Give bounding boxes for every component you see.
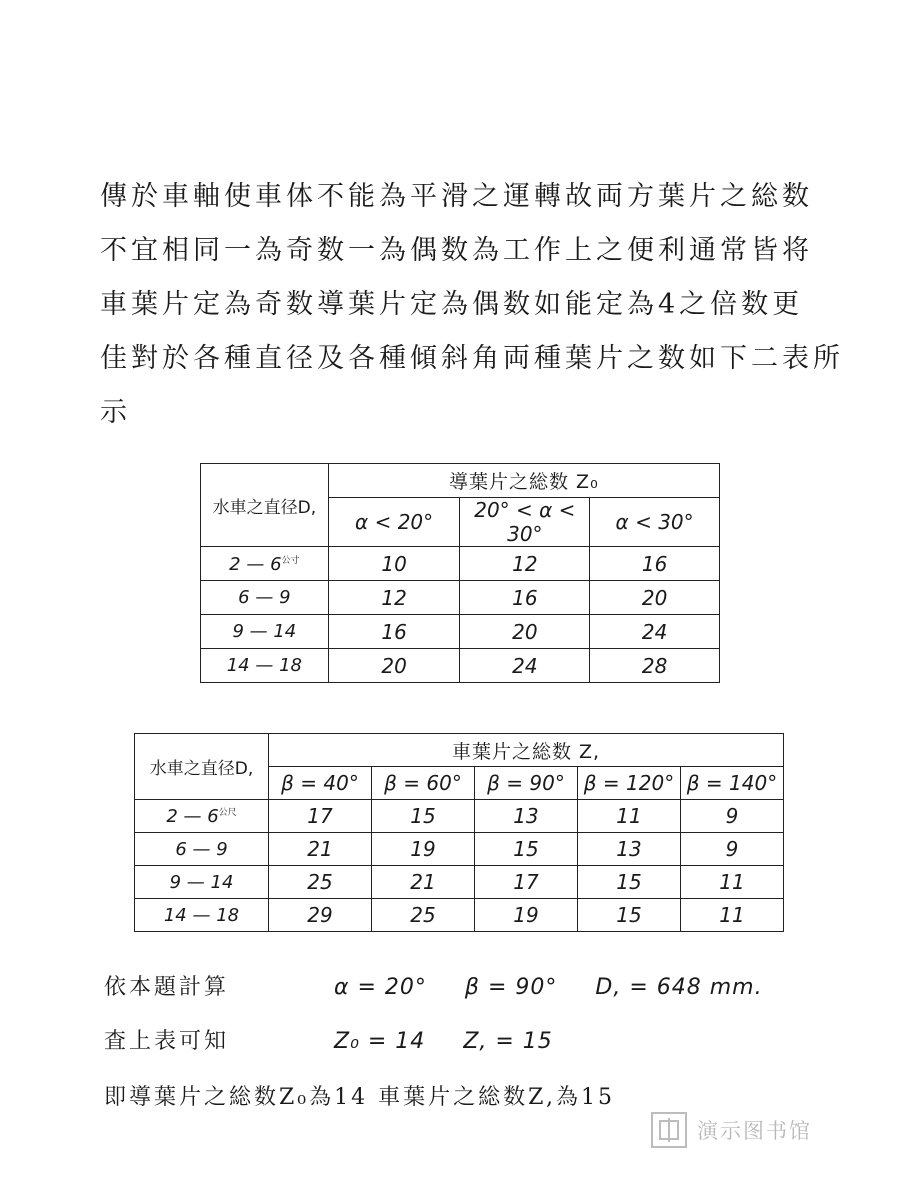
z0-value: Z₀ = 14: [334, 1029, 426, 1054]
row-header: 2 — $6^{公尺}$: [135, 800, 269, 833]
table-cell: 19: [372, 833, 475, 866]
row-header: 9 — 14: [201, 615, 329, 649]
unit-label: 公寸: [281, 555, 300, 566]
guide-vane-table: [200, 463, 720, 683]
table-title: 車葉片之総数 Z,: [269, 734, 784, 767]
table-cell: 13: [578, 833, 681, 866]
table-cell: 12: [328, 581, 460, 615]
column-header: α < 30°: [590, 498, 720, 547]
row-header: 14 — 18: [135, 899, 269, 932]
table-cell: 17: [269, 800, 372, 833]
table-cell: 16: [328, 615, 460, 649]
table-row: [135, 899, 784, 932]
beta-value: β = 90°: [464, 975, 558, 1000]
table-cell: 11: [681, 899, 784, 932]
column-header: β = 90°: [475, 767, 578, 800]
paragraph-line: 傳於車軸使車体不能為平滑之運轉故両方葉片之総数: [100, 181, 813, 212]
table-cell: 25: [372, 899, 475, 932]
paragraph-line: 示: [100, 397, 131, 428]
table-cell: 20: [460, 615, 590, 649]
table-corner-header: 水車之直径D,: [201, 464, 329, 547]
column-header: β = 120°: [578, 767, 681, 800]
table-cell: 12: [460, 547, 590, 581]
table-row: [201, 615, 720, 649]
calc-label: 依本題計算: [104, 975, 230, 1000]
column-header: β = 60°: [372, 767, 475, 800]
column-header: 20° < α < 30°: [460, 498, 590, 547]
calc-label: 査上表可知: [104, 1029, 230, 1054]
runner-blade-table: [134, 733, 784, 932]
table-cell: 29: [269, 899, 372, 932]
table-row: [201, 547, 720, 581]
table-row: [135, 800, 784, 833]
table-cell: 10: [328, 547, 460, 581]
z1-value: Z, = 15: [463, 1029, 553, 1054]
table-cell: 16: [460, 581, 590, 615]
paragraph-line: 佳對於各種直径及各種傾斜角両種葉片之数如下二表所: [100, 343, 844, 374]
table-row: [201, 581, 720, 615]
table-row: [135, 866, 784, 899]
unit-label: 公尺: [218, 808, 237, 818]
table-cell: 15: [475, 833, 578, 866]
table-cell: 15: [372, 800, 475, 833]
paragraph-line: 不宜相同一為奇数一為偶数為工作上之便利通常皆将: [100, 235, 813, 266]
watermark: [651, 1112, 812, 1148]
table-cell: 21: [372, 866, 475, 899]
row-header: 6 — 9: [201, 581, 329, 615]
table-row: [135, 833, 784, 866]
table-cell: 9: [681, 800, 784, 833]
table-cell: 21: [269, 833, 372, 866]
alpha-value: α = 20°: [334, 975, 427, 1000]
table-cell: 9: [681, 833, 784, 866]
paragraph-line: 車葉片定為奇数導葉片定為偶数如能定為4之倍数更: [100, 289, 804, 320]
table-title: 導葉片之総数 Z₀: [328, 464, 719, 498]
column-header: α < 20°: [328, 498, 460, 547]
table-cell: 19: [475, 899, 578, 932]
table-corner-header: 水車之直径D,: [135, 734, 269, 800]
table-cell: 25: [269, 866, 372, 899]
table-cell: 17: [475, 866, 578, 899]
table-cell: 11: [578, 800, 681, 833]
row-header: 6 — 9: [135, 833, 269, 866]
table-cell: 16: [590, 547, 720, 581]
calc-line-given: [104, 970, 791, 1001]
row-header: 2 — $6^{公寸}$: [201, 547, 329, 581]
watermark-text: 演示图书馆: [697, 1119, 812, 1143]
table-cell: 20: [590, 581, 720, 615]
table-cell: 28: [590, 649, 720, 683]
row-header: 9 — 14: [135, 866, 269, 899]
table-cell: 15: [578, 866, 681, 899]
library-seal-icon: [651, 1112, 687, 1148]
table-cell: 24: [590, 615, 720, 649]
body-paragraph: [100, 170, 860, 440]
table-cell: 15: [578, 899, 681, 932]
calc-line-lookup: [104, 1024, 581, 1055]
diameter-value: D, = 648 mm.: [595, 975, 763, 1000]
conclusion-line: 即導葉片之総数Z₀為14 車葉片之総数Z,為15: [104, 1085, 615, 1110]
table-cell: 20: [328, 649, 460, 683]
column-header: β = 40°: [269, 767, 372, 800]
row-header: 14 — 18: [201, 649, 329, 683]
table-row: [201, 649, 720, 683]
table-cell: 13: [475, 800, 578, 833]
table-cell: 11: [681, 866, 784, 899]
column-header: β = 140°: [681, 767, 784, 800]
table-cell: 24: [460, 649, 590, 683]
